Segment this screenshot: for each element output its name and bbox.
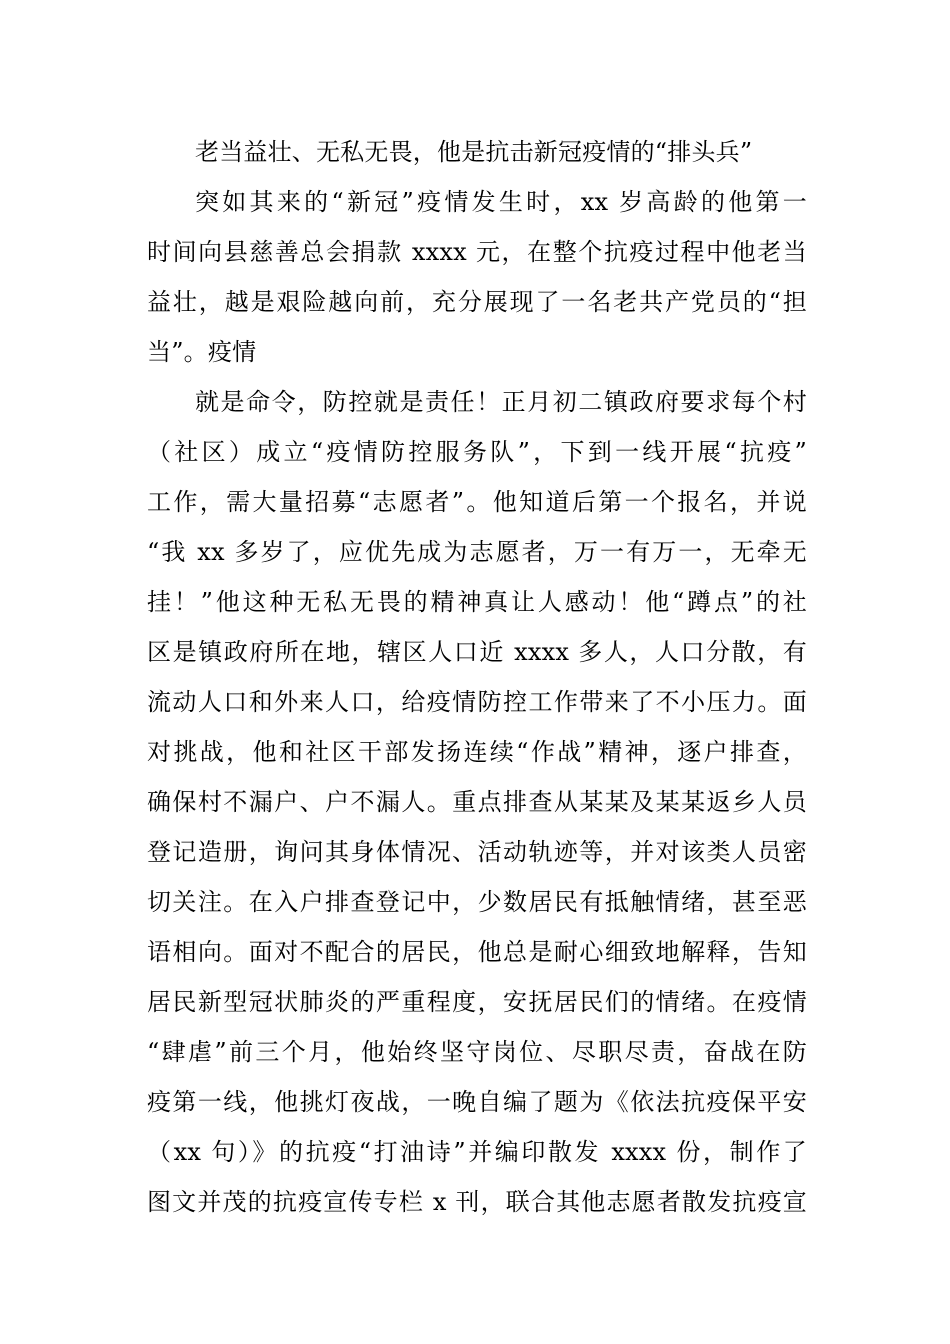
paragraph-2-line-10: 登记造册，询问其身体情况、活动轨迹等，并对该类人员密	[147, 838, 807, 866]
paragraph-2-line-3: 工作，需大量招募“志愿者”。他知道后第一个报名，并说	[147, 488, 807, 516]
paragraph-2-line-15: 疫第一线，他挑灯夜战，一晚自编了题为《依法抗疫保平安	[147, 1088, 807, 1116]
paragraph-1-line-1: 突如其来的“新冠”疫情发生时，xx 岁高龄的他第一	[195, 188, 807, 216]
paragraph-1-line-4: 当”。疫情	[147, 338, 257, 366]
paragraph-2-line-12: 语相向。面对不配合的居民，他总是耐心细致地解释，告知	[147, 938, 807, 966]
paragraph-2-line-8: 对挑战，他和社区干部发扬连续“作战”精神，逐户排查，	[147, 738, 807, 766]
paragraph-2-line-5: 挂！”他这种无私无畏的精神真让人感动！他“蹲点”的社	[147, 588, 807, 616]
paragraph-2-line-4: “我 xx 多岁了，应优先成为志愿者，万一有万一，无牵无	[147, 538, 807, 566]
paragraph-2-line-16: （xx 句）》的抗疫“打油诗”并编印散发 xxxx 份，制作了	[147, 1138, 807, 1166]
paragraph-2-line-13: 居民新型冠状肺炎的严重程度，安抚居民们的情绪。在疫情	[147, 988, 807, 1016]
paragraph-2-line-6: 区是镇政府所在地，辖区人口近 xxxx 多人，人口分散，有	[147, 638, 807, 666]
paragraph-2-line-7: 流动人口和外来人口，给疫情防控工作带来了不小压力。面	[147, 688, 807, 716]
paragraph-2-line-11: 切关注。在入户排查登记中，少数居民有抵触情绪，甚至恶	[147, 888, 807, 916]
paragraph-1-line-2: 时间向县慈善总会捐款 xxxx 元，在整个抗疫过程中他老当	[147, 238, 807, 266]
paragraph-2-line-2: （社区）成立“疫情防控服务队”，下到一线开展“抗疫”	[147, 438, 807, 466]
paragraph-2-line-1: 就是命令，防控就是责任！正月初二镇政府要求每个村	[195, 388, 807, 416]
section-heading: 老当益壮、无私无畏，他是抗击新冠疫情的“排头兵”	[195, 138, 753, 166]
paragraph-2-line-9: 确保村不漏户、户不漏人。重点排查从某某及某某返乡人员	[147, 788, 807, 816]
paragraph-2-line-17: 图文并茂的抗疫宣传专栏 x 刊，联合其他志愿者散发抗疫宣	[147, 1188, 807, 1216]
paragraph-1-line-3: 益壮，越是艰险越向前，充分展现了一名老共产党员的“担	[147, 288, 807, 316]
paragraph-2-line-14: “肆虐”前三个月，他始终坚守岗位、尽职尽责，奋战在防	[147, 1038, 807, 1066]
